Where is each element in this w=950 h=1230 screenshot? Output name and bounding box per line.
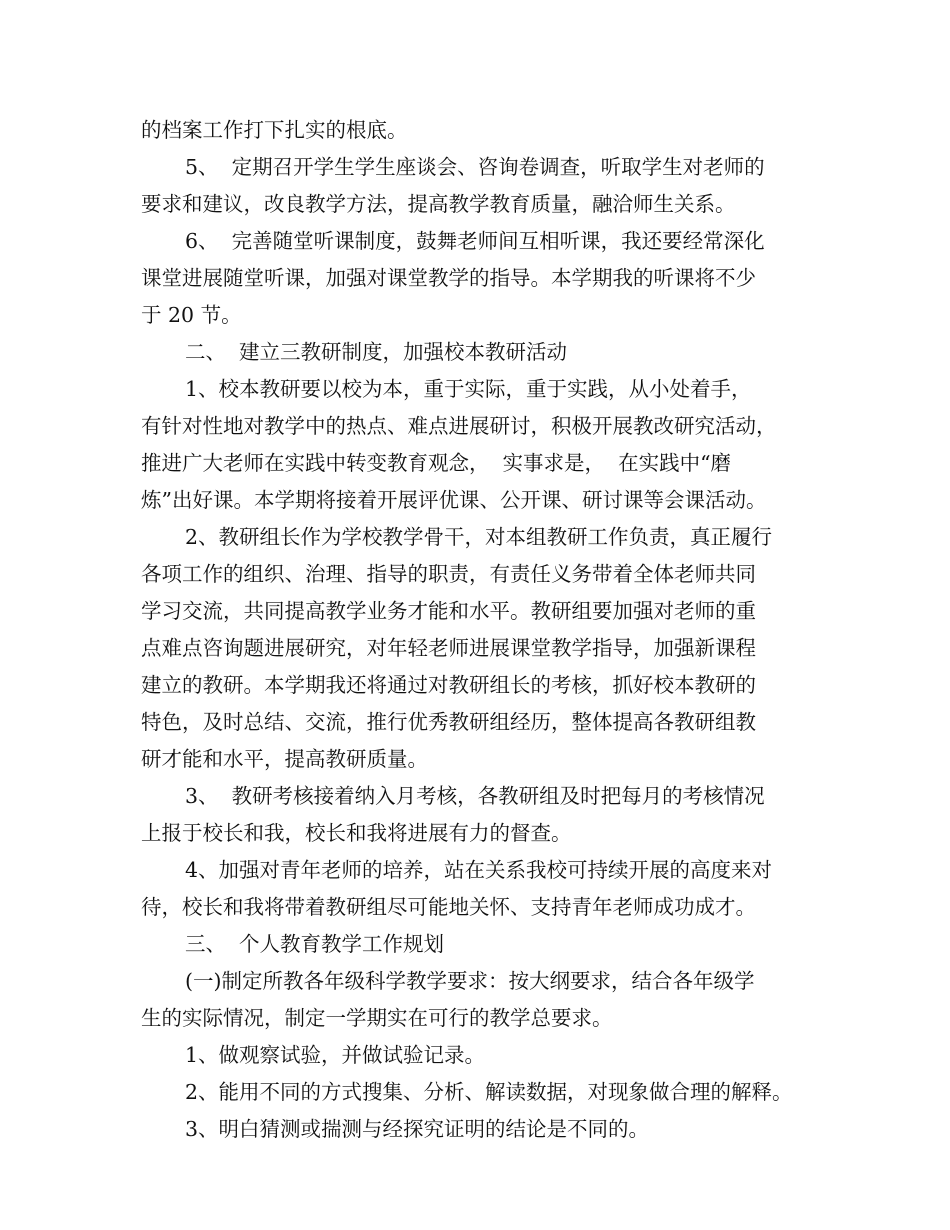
text-line-24: (一)制定所教各年级科学教学要求：按大纲要求，结合各年级学 — [185, 969, 755, 993]
text-line-1: 的档案工作打下扎实的根底。 — [141, 118, 408, 142]
text-line-19: 3、 教研考核接着纳入月考核，各教研组及时把每月的考核情况 — [185, 784, 765, 808]
text-line-8: 1、校本教研要以校为本，重于实际，重于实践，从小处着手， — [185, 377, 752, 401]
text-line-3: 要求和建议，改良教学方法，提高教学教育质量，融洽师生关系。 — [141, 192, 736, 216]
text-line-2: 5、 定期召开学生学生座谈会、咨询卷调查，听取学生对老师的 — [185, 155, 765, 179]
text-line-16: 建立的教研。本学期我还将通过对教研组长的考核，抓好校本教研的 — [141, 673, 756, 697]
section-heading-2: 二、 建立三教研制度，加强校本教研活动 — [185, 340, 568, 364]
text-line-15: 点难点咨询题进展研究，对年轻老师进展课堂教学指导，加强新课程 — [141, 636, 756, 660]
text-line-25: 生的实际情况，制定一学期实在可行的教学总要求。 — [141, 1006, 613, 1030]
text-line-10: 推进广大老师在实践中转变教育观念， 实事求是， 在实践中“磨 — [141, 451, 732, 475]
text-line-28: 3、明白猜测或揣测与经探究证明的结论是不同的。 — [185, 1117, 650, 1141]
text-line-5: 课堂进展随堂听课，加强对课堂教学的指导。本学期我的听课将不少 — [141, 266, 756, 290]
section-heading-3: 三、 个人教育教学工作规划 — [185, 932, 445, 956]
text-line-6: 于 20 节。 — [141, 303, 242, 327]
text-line-27: 2、能用不同的方式搜集、分析、解读数据，对现象做合理的解释。 — [185, 1080, 793, 1104]
text-line-4: 6、 完善随堂听课制度，鼓舞老师间互相听课，我还要经常深化 — [185, 229, 765, 253]
text-line-21: 4、加强对青年老师的培养，站在关系我校可持续开展的高度来对 — [185, 858, 773, 882]
text-line-11: 炼”出好课。本学期将接着开展评优课、公开课、研讨课等会课活动。 — [141, 488, 767, 512]
text-line-22: 待，校长和我将带着教研组尽可能地关怀、支持青年老师成功成才。 — [141, 895, 756, 919]
text-line-12: 2、教研组长作为学校教学骨干，对本组教研工作负责，真正履行 — [185, 525, 773, 549]
text-line-13: 各项工作的组织、治理、指导的职责，有责任义务带着全体老师共同 — [141, 562, 756, 586]
text-line-17: 特色，及时总结、交流，推行优秀教研组经历，整体提高各教研组教 — [141, 710, 756, 734]
text-line-9: 有针对性地对教学中的热点、难点进展研讨，积极开展教改研究活动， — [141, 414, 777, 438]
text-line-20: 上报于校长和我，校长和我将进展有力的督查。 — [141, 821, 572, 845]
text-line-26: 1、做观察试验，并做试验记录。 — [185, 1043, 486, 1067]
text-line-14: 学习交流，共同提高教学业务才能和水平。教研组要加强对老师的重 — [141, 599, 756, 623]
text-line-18: 研才能和水平，提高教研质量。 — [141, 747, 428, 771]
